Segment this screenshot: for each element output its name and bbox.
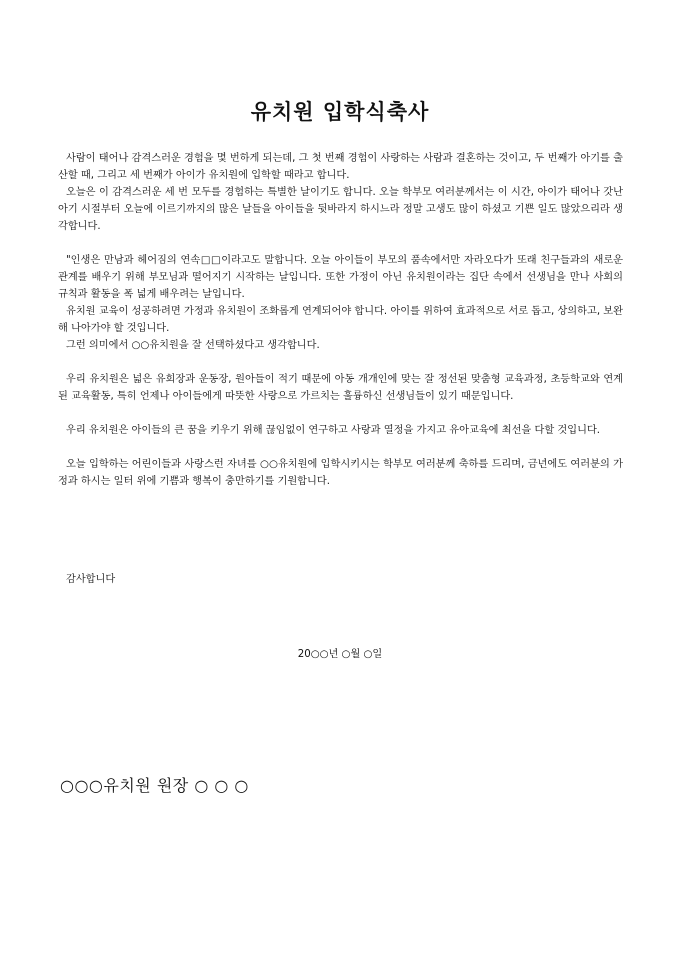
paragraph-4: 유치원 교육이 성공하려면 가정과 유치원이 조화롭게 연계되어야 합니다. 아이를 위하여 효과적으로 서로 돕고, 상의하고, 보완해 나아가야 할 것입니다. bbox=[58, 306, 623, 334]
paragraph-gap bbox=[58, 405, 623, 422]
paragraph-5: 그런 의미에서 ○○유치원을 잘 선택하셨다고 생각합니다. bbox=[66, 340, 320, 351]
document-body bbox=[58, 150, 623, 490]
document-title: 유치원 입학식축사 bbox=[250, 100, 430, 124]
date-line: 20○○년 ○월 ○일 bbox=[297, 649, 383, 660]
closing-text: 감사합니다 bbox=[66, 574, 116, 585]
paragraph-3: "인생은 만남과 헤어짐의 연속□□이라고도 말합니다. 오늘 아이들이 부모의 품속에서만 자라오다가 또래 친구들과의 새로운 관계를 배우기 위해 부모님과 떨어지기 시작하는 날입니다. 또한 가정이 아닌 유치원이라는 집단 속에서 선생님을 만나 사회의 규칙과 활동을 폭 넓게 배우려는 날입니다. bbox=[58, 255, 623, 300]
paragraph-gap bbox=[58, 235, 623, 252]
signature-line: ○○○유치원 원장 ○ ○ ○ bbox=[60, 776, 249, 795]
paragraph-1: 사람이 태어나 감격스러운 경험을 몇 번하게 되는데, 그 첫 번째 경험이 사랑하는 사람과 결혼하는 것이고, 두 번째가 아기를 출산할 때, 그리고 세 번째가 아이가 유치원에 입학할 때라고 합니다. bbox=[58, 153, 623, 181]
paragraph-gap bbox=[58, 439, 623, 456]
paragraph-2: 오늘은 이 감격스러운 세 번 모두를 경험하는 특별한 날이기도 합니다. 오늘 학부모 여러분께서는 이 시간, 아이가 태어나 갓난아기 시절부터 오늘에 이르기까지의 많은 날들을 아이들을 뒷바라지 하시느라 정말 고생도 많이 하셨고 기쁜 일도 많았으리라 생각합니다. bbox=[58, 187, 623, 232]
paragraph-gap bbox=[58, 354, 623, 371]
paragraph-6: 우리 유치원은 넓은 유희장과 운동장, 원아들이 적기 때문에 아동 개개인에 맞는 잘 정선된 맞춤형 교육과정, 초등학교와 연계된 교육활동, 특히 언제나 아이들에게 따뜻한 사랑으로 가르치는 훌륭하신 선생님들이 있기 때문입니다. bbox=[58, 374, 623, 402]
paragraph-7: 우리 유치원은 아이들의 큰 꿈을 키우기 위해 끊임없이 연구하고 사랑과 열정을 가지고 유아교육에 최선을 다할 것입니다. bbox=[66, 425, 601, 436]
paragraph-8: 오늘 입학하는 어린이들과 사랑스런 자녀를 ○○유치원에 입학시키시는 학부모 여러분께 축하를 드리며, 금년에도 여러분의 가정과 하시는 일터 위에 기쁨과 행복이 충만하기를 기원합니다. bbox=[58, 459, 623, 487]
